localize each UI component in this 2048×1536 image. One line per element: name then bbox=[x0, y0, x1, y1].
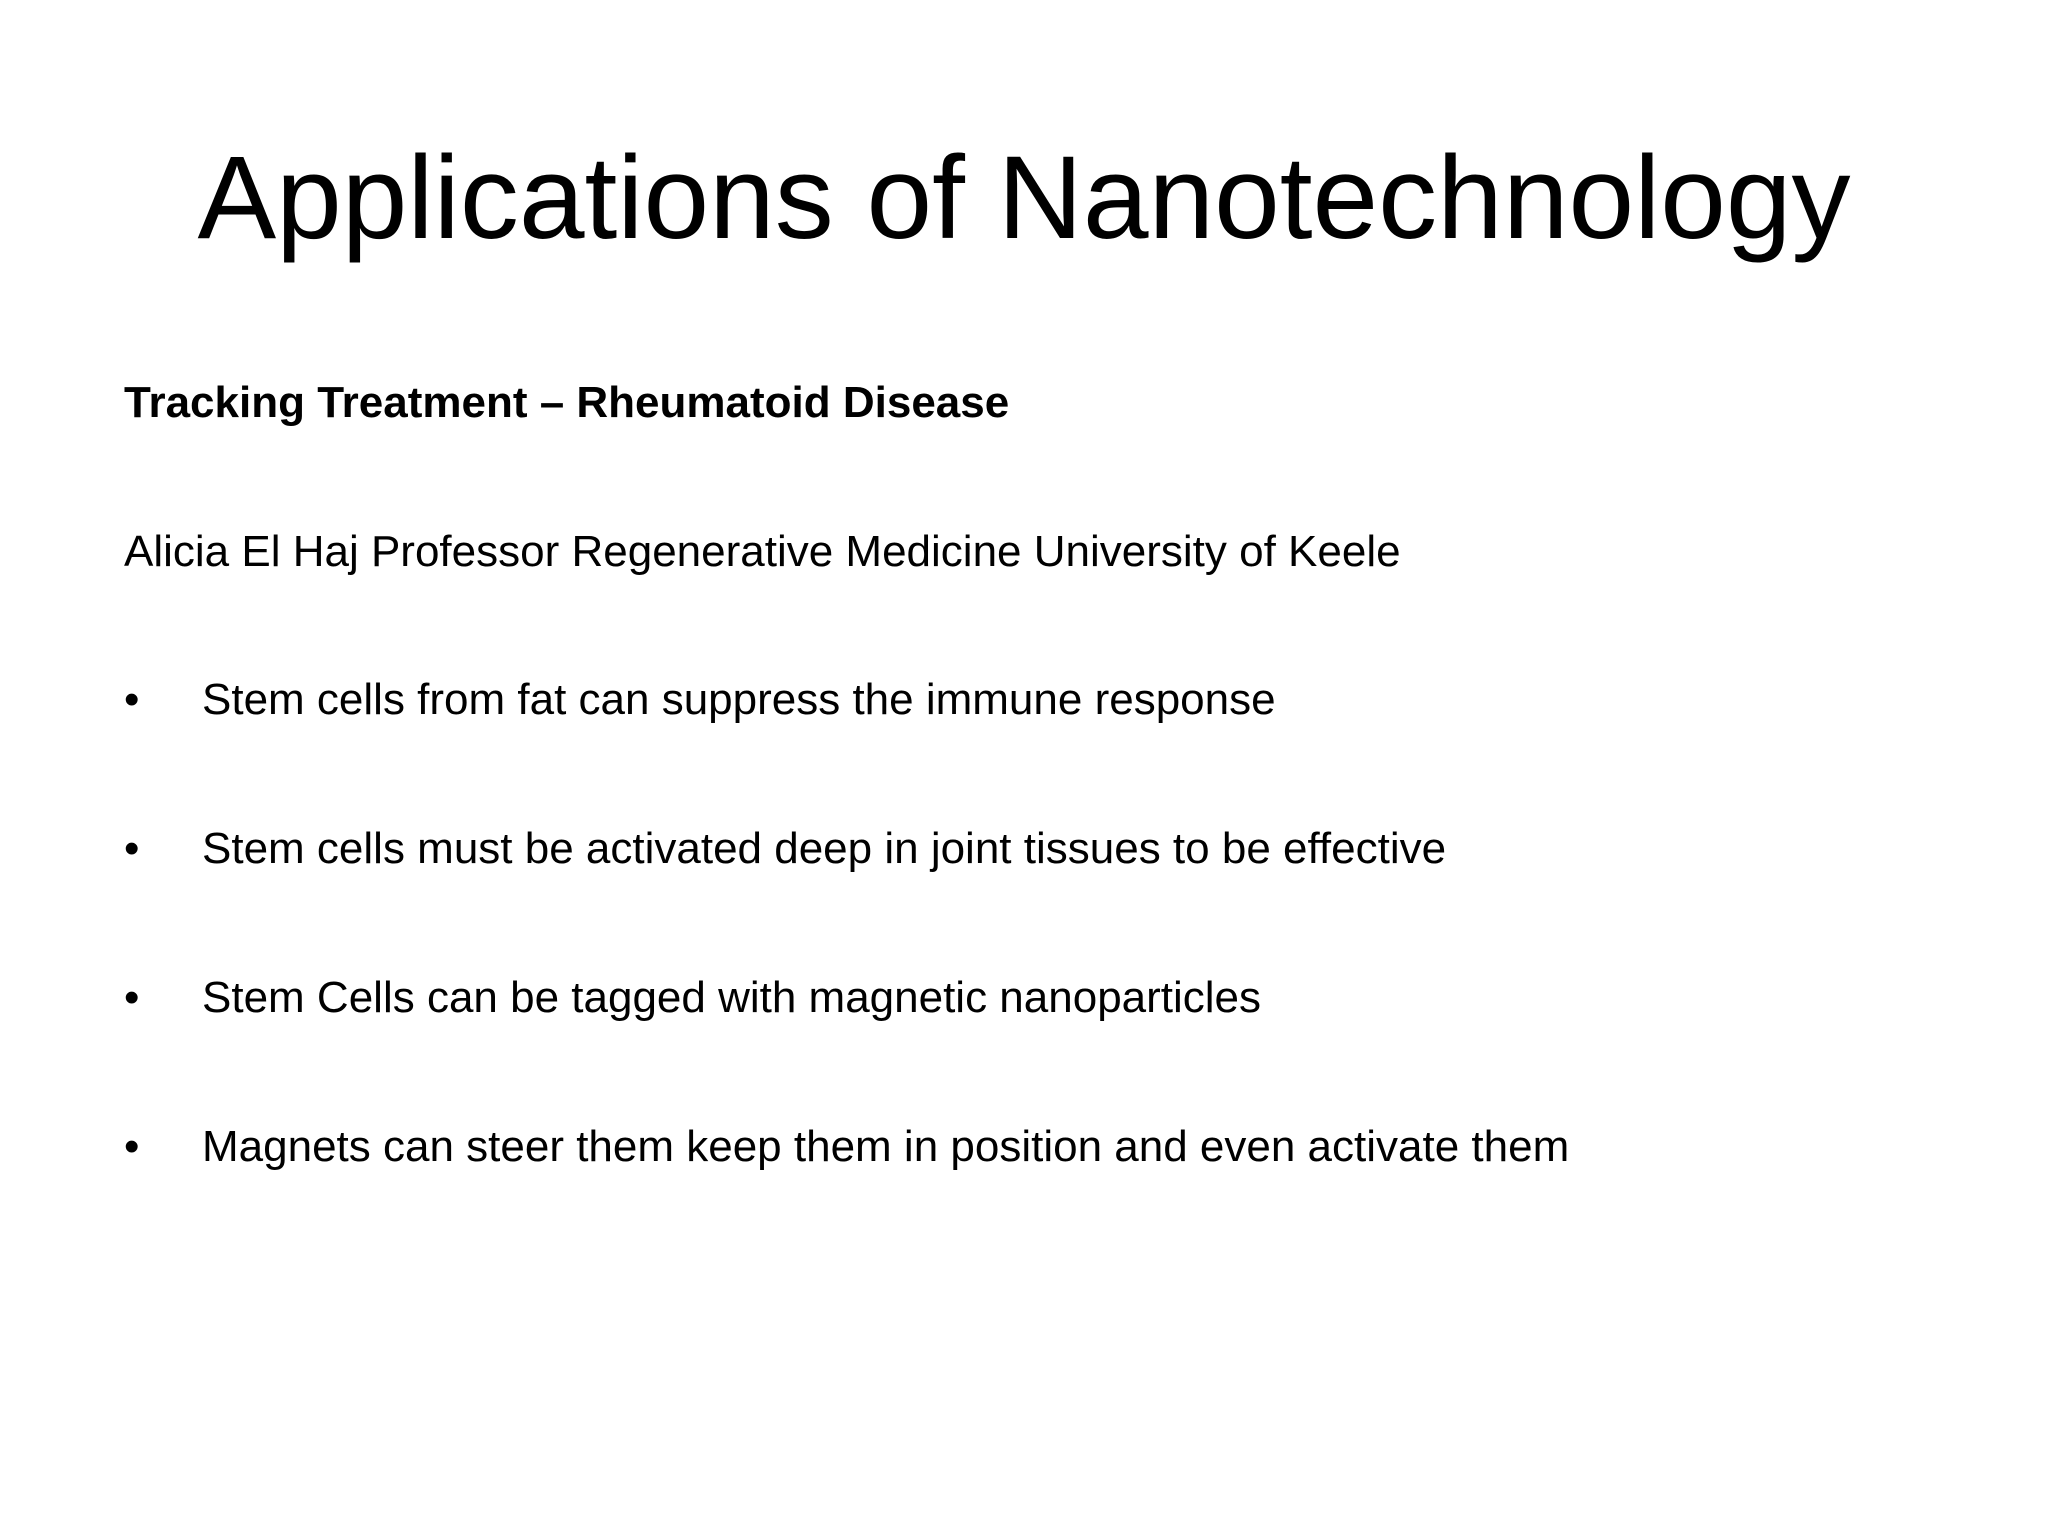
bullet-text: Stem Cells can be tagged with magnetic nanoparticles bbox=[202, 973, 1262, 1022]
bullet-icon: • bbox=[124, 675, 140, 724]
bullet-list bbox=[124, 672, 1569, 1268]
bullet-item bbox=[124, 970, 1569, 1119]
bullet-item bbox=[124, 821, 1569, 970]
bullet-item bbox=[124, 1119, 1569, 1268]
slide-title: Applications of Nanotechnology bbox=[197, 132, 1851, 264]
section-heading: Tracking Treatment – Rheumatoid Disease bbox=[124, 378, 1010, 427]
bullet-text: Stem cells must be activated deep in joint tissues to be effective bbox=[202, 824, 1447, 873]
bullet-item bbox=[124, 672, 1569, 821]
bullet-icon: • bbox=[124, 1122, 140, 1171]
bullet-icon: • bbox=[124, 973, 140, 1022]
author-line: Alicia El Haj Professor Regenerative Medicine University of Keele bbox=[124, 527, 1401, 576]
bullet-icon: • bbox=[124, 824, 140, 873]
bullet-text: Magnets can steer them keep them in position and even activate them bbox=[202, 1122, 1570, 1171]
bullet-text: Stem cells from fat can suppress the immune response bbox=[202, 675, 1276, 724]
